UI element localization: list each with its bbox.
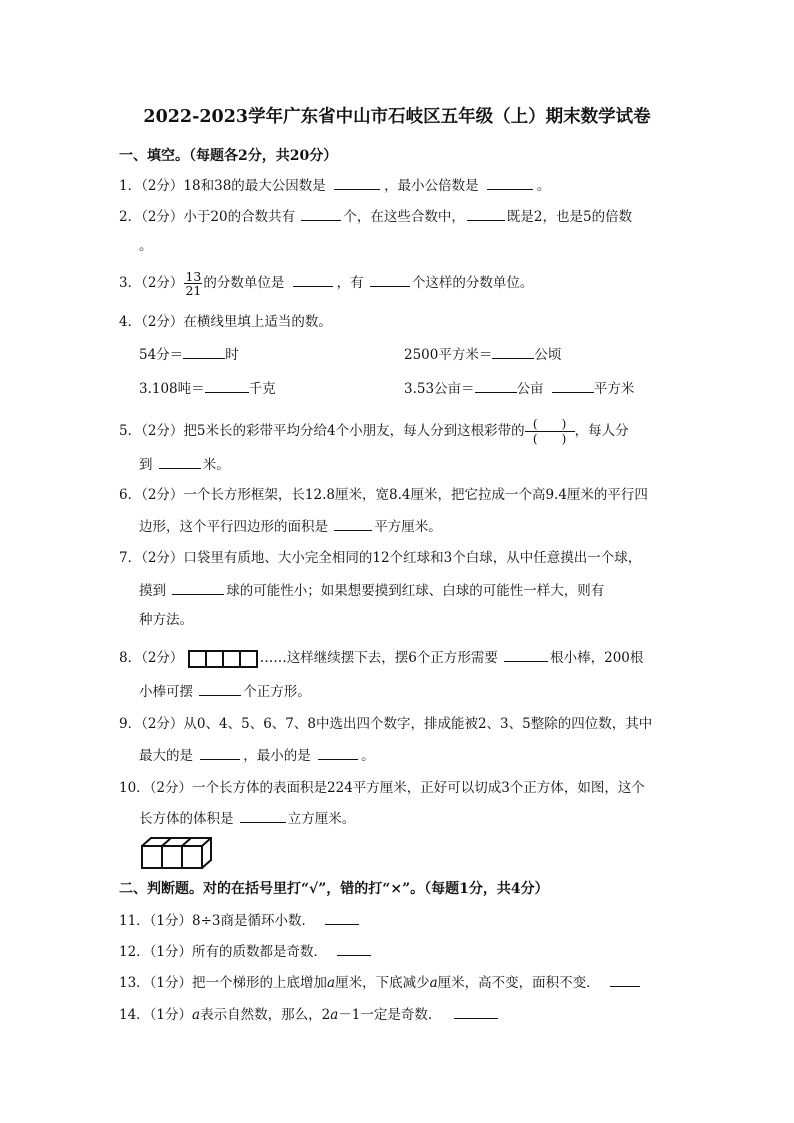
q5-blank[interactable] [159,454,201,469]
q7-blank[interactable] [172,580,224,595]
q11-blank[interactable] [325,910,359,925]
q1-text-b: ，最小公倍数是 [384,178,479,194]
q5-text-d: 米。 [202,457,230,473]
q7-end: 种方法。 [139,612,193,628]
q5-text-b: ，每人分 [574,423,629,439]
question-12 [119,941,371,962]
q3-text-a: 3．（2分） [119,275,184,291]
q4-item-4-unit-2: 平方米 [593,381,635,397]
question-8 [119,647,643,668]
q3-denominator: 21 [185,283,202,298]
q8-text-a: 8．（2分） [119,650,184,666]
q13-text-c: 厘米，高不变，面积不变． [437,975,600,991]
q8-squares-icon [188,650,260,668]
q4-blank-4[interactable] [475,378,517,393]
q6-text-c: 平方厘米。 [374,519,442,535]
q4-item-1-unit: 时 [225,347,239,363]
section-heading-true-false: 二、判断题。对的在括号里打“√”，错的打“×”。（每题1分，共4分） [119,881,549,897]
q1-text-a: 1．（2分）18和38的最大公因数是 [119,178,326,194]
q1-blank-1[interactable] [334,175,380,190]
q4-item-4 [404,378,634,399]
q1-text-c: 。 [536,178,551,194]
q4-item-1-text: 54分＝ [139,347,184,363]
q9-text-c: ，最小的是 [243,748,311,764]
q14-var-2: a [330,1007,339,1023]
q2-text-a: 2．（2分）小于20的合数共有 [119,209,296,225]
section-heading-fill-in: 一、填空。（每题各2分，共20分） [119,148,338,164]
q8-text-b: ……这样继续摆下去，摆6个正方形需要 [259,650,498,666]
q3-blank-2[interactable] [370,272,410,287]
q4-item-4-text: 3.53公亩＝ [404,381,475,397]
q4-item-2-text: 2500平方米＝ [404,347,493,363]
q2-text-b: 个，在这些合数中， [343,209,465,225]
q3-text-c: ，有 [336,275,364,291]
q4-item-4-unit: 公亩 [516,381,544,397]
question-2 [119,206,632,227]
q4-item-2 [404,344,561,365]
q5-text-c: 到 [139,457,153,473]
question-3 [119,270,533,297]
question-7: 7．（2分）口袋里有质地、大小完全相同的12个红球和3个白球，从中任意摸出一个球， [119,550,642,566]
q13-text-b: 厘米，下底减少 [335,975,430,991]
question-10: 10．（2分）一个长方体的表面积是224平方厘米，正好可以切成3个正方体，如图，这个 [119,780,645,796]
q4-item-2-unit: 公顷 [534,347,562,363]
q7-text-c: 球的可能性小；如果想要摸到红球、白球的可能性一样大，则有 [226,583,605,599]
q4-blank-3[interactable] [205,378,249,393]
q3-text-b: 的分数单位是 [203,275,285,291]
q6-cont [139,516,442,537]
q10-cont [139,808,355,829]
q2-end: 。 [139,238,153,254]
q8-text-c: 根小棒，200根 [550,650,644,666]
q14-blank[interactable] [454,1004,498,1019]
q8-text-d: 小棒可摆 [139,684,193,700]
q2-blank-2[interactable] [467,206,505,221]
q5-paren-top: ( ) [525,417,575,432]
q3-text-d: 个这样的分数单位。 [411,275,534,291]
q4-item-3 [139,378,276,399]
q8-squares-figure [188,651,260,667]
q4-item-1 [139,344,239,365]
q10-cuboid-figure [139,835,219,871]
page-title: 2022-2023学年广东省中山市石岐区五年级（上）期末数学试卷 [143,107,651,127]
q11-text: 11．（1分）8÷3商是循环小数． [119,913,316,929]
q13-var-2: a [429,975,438,991]
q13-var-1: a [327,975,336,991]
q4-item-3-unit: 千克 [248,381,276,397]
q7-text-b: 摸到 [139,583,166,599]
q10-text-b: 长方体的体积是 [139,811,234,827]
q3-fraction [184,270,202,297]
q5-fraction-blank[interactable] [525,417,575,446]
question-1 [119,175,550,196]
q6-text-b: 边形，这个平行四边形的面积是 [139,519,328,535]
q5-text-a: 5．（2分）把5米长的彩带平均分给4个小朋友，每人分到这根彩带的 [119,423,525,439]
q9-blank-1[interactable] [200,745,240,760]
question-11 [119,910,359,931]
q9-text-d: 。 [361,748,375,764]
q2-blank-1[interactable] [301,206,341,221]
q7-cont [139,580,604,601]
q3-blank-1[interactable] [293,272,333,287]
q1-blank-2[interactable] [487,175,533,190]
q10-text-c: 立方厘米。 [287,811,356,827]
q14-text-b: －1一定是奇数． [338,1007,442,1023]
q4-blank-1[interactable] [183,344,225,359]
q12-blank[interactable] [337,941,371,956]
q8-cont [139,681,311,702]
q12-text: 12．（1分）所有的质数都是奇数． [119,944,328,960]
q14-text-a: 表示自然数，那么，2 [200,1007,331,1023]
q6-blank[interactable] [334,516,372,531]
q14-var: a [192,1007,201,1023]
q9-text-b: 最大的是 [139,748,193,764]
q8-text-e: 个正方形。 [243,684,311,700]
question-5 [119,417,629,446]
q13-text-a: 13．（1分）把一个梯形的上底增加 [119,975,328,991]
q13-blank[interactable] [610,972,640,987]
q4-item-3-text: 3.108吨＝ [139,381,205,397]
question-4: 4．（2分）在横线里填上适当的数。 [119,314,332,330]
question-9: 9．（2分）从0、4、5、6、7、8中选出四个数字，排成能被2、3、5整除的四位数，其中 [119,716,653,732]
question-6: 6．（2分）一个长方形框架，长12.8厘米，宽8.4厘米，把它拉成一个高9.4厘米的平行四 [119,487,648,503]
q4-blank-2[interactable] [492,344,534,359]
q5-cont [139,454,230,475]
q2-text-c: 既是2，也是5的倍数 [506,209,633,225]
q8-blank-1[interactable] [504,647,548,662]
q10-blank[interactable] [240,808,286,823]
q4-blank-5[interactable] [552,378,594,393]
q9-cont [139,745,375,766]
q14-prefix: 14．（1分） [119,1007,193,1023]
q8-blank-2[interactable] [199,681,241,696]
question-14 [119,1004,498,1025]
question-13 [119,972,640,993]
q9-blank-2[interactable] [318,745,358,760]
q5-paren-bottom: ( ) [532,432,567,446]
q3-numerator: 13 [185,269,202,284]
